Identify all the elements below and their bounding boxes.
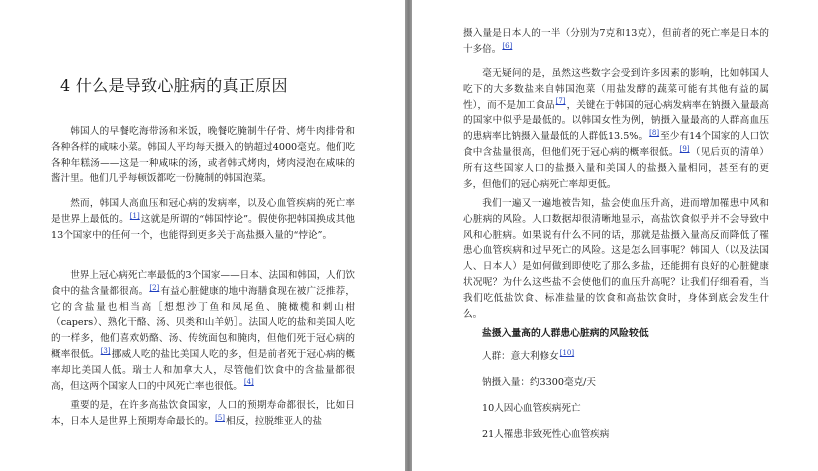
paragraph-korean-diet: 韩国人的早餐吃海带汤和米饭，晚餐吃腌制牛仔骨、烤牛肉排骨和各种各样的咸味小菜。韩国人平均每天摄入的钠超过4000毫克。他们吃各种年糕汤——这是一种咸味的汤，或者韩式烤肉，烤肉浸泡在咸味的酱汁里。他们几乎每顿饭都吃一份腌制的韩国泡菜。 [51, 126, 355, 185]
citation-link-10[interactable]: [10] [559, 348, 575, 357]
chapter-title: 4 什么是导致心脏病的真正原因 [60, 76, 288, 95]
list-item-sodium-intake: 钠摄入量：约3300毫克/天 [482, 377, 596, 388]
list-item-deaths: 10人因心血管疾病死亡 [482, 403, 581, 414]
page-divider [405, 0, 412, 471]
citation-link-7[interactable]: [7] [555, 97, 566, 106]
citation-link-9[interactable]: [9] [679, 144, 690, 153]
paragraph-life-expectancy: 重要的是，在许多高盐饮食国家，人口的预期寿命都很长，比如日本，日本人是世界上预期寿命最长的。[5]相反，拉脱维亚人的盐 [51, 400, 355, 427]
citation-link-6[interactable]: [6] [502, 41, 513, 50]
list-item-nonfatal: 21人罹患非致死性心血管疾病 [482, 429, 610, 440]
paragraph-korean-paradox: 然而，韩国人高血压和冠心病的发病率，以及心血管疾病的死亡率是世界上最低的。[1]这就是所谓的“韩国悖论”。假使你把韩国换成其他13个国家中的任何一个，也能得到更多关于高盐摄入量的“悖论”。 [51, 198, 355, 241]
list-item-population: 人群：意大利修女[10] [482, 348, 575, 362]
right-page [412, 0, 818, 471]
left-page [0, 0, 405, 471]
paragraph-korea-sodium-data: 毫无疑问的是，虽然这些数字会受到许多因素的影响，比如韩国人吃下的大多数盐来自韩国泡菜（用盐发酵的蔬菜可能有其他有益的属性），而不是加工食品[7]，关键在于韩国的冠心病发病率在钠摄入量最高的国家中似乎是最低的。以韩国女性为例，钠摄入量最高的人群高血压的患病率比钠摄入量最低的人群低13.5%。[8]至少有14个国家的人口饮食中含盐量很高，但他们死于冠心病的概率很低。[9]（见后页的清单）所有这些国家人口的盐摄入量和美国人的盐摄入量相同，甚至有的更多，但他们的冠心病死亡率却更低。 [463, 68, 770, 190]
citation-link-8[interactable]: [8] [649, 129, 660, 137]
list-heading: 盐摄入量高的人群患心脏病的风险较低 [482, 328, 649, 339]
citation-link-3[interactable]: [3] [100, 346, 111, 355]
citation-link-1[interactable]: [1] [129, 211, 140, 220]
paragraph-latvia-continued: 摄入量是日本人的一半（分别为7克和13克），但前者的死亡率是日本的十多倍。[6] [463, 28, 769, 55]
citation-link-4[interactable]: [4] [243, 378, 254, 387]
paragraph-salt-question: 我们一遍又一遍地被告知，盐会使血压升高，进而增加罹患中风和心脏病的风险。人口数据却很清晰地显示，高盐饮食似乎并不会导致中风和心脏病。如果说有什么不同的话，那就是盐摄入量高反而降低了罹患心血管疾病和过早死亡的风险。这是怎么回事呢？韩国人（以及法国人、日本人）是如何做到即使吃了那么多盐，还能拥有良好的心脏健康状况呢？为什么这些盐不会使他们的血压升高呢？让我们仔细看看，当我们吃低盐饮食、标准盐量的饮食和高盐饮食时，身体到底会发生什么。 [463, 198, 769, 320]
citation-link-2[interactable]: [2] [149, 283, 160, 292]
paragraph-low-mortality-countries: 世界上冠心病死亡率最低的3个国家——日本、法国和韩国，人们饮食中的盐含量都很高。[2]有益心脏健康的地中海膳食现在被广泛推荐，它的含盐量也相当高［想想沙丁鱼和凤尾鱼、腌橄榄和刺山柑（capers）、熟化干酪、汤、贝类和山羊奶］。法国人吃的盐和美国人吃的一样多，他们喜欢奶酪、汤、传统面包和腌肉，但他们死于冠心病的概率很低。[3]挪威人吃的盐比美国人吃的多，但是前者死于冠心病的概率却比美国人低。瑞士人和加拿大人，尽管他们饮食中的含盐量都很高，但这两个国家人口的中风死亡率也很低。[4] [51, 270, 356, 392]
citation-link-5[interactable]: [5] [215, 413, 226, 422]
